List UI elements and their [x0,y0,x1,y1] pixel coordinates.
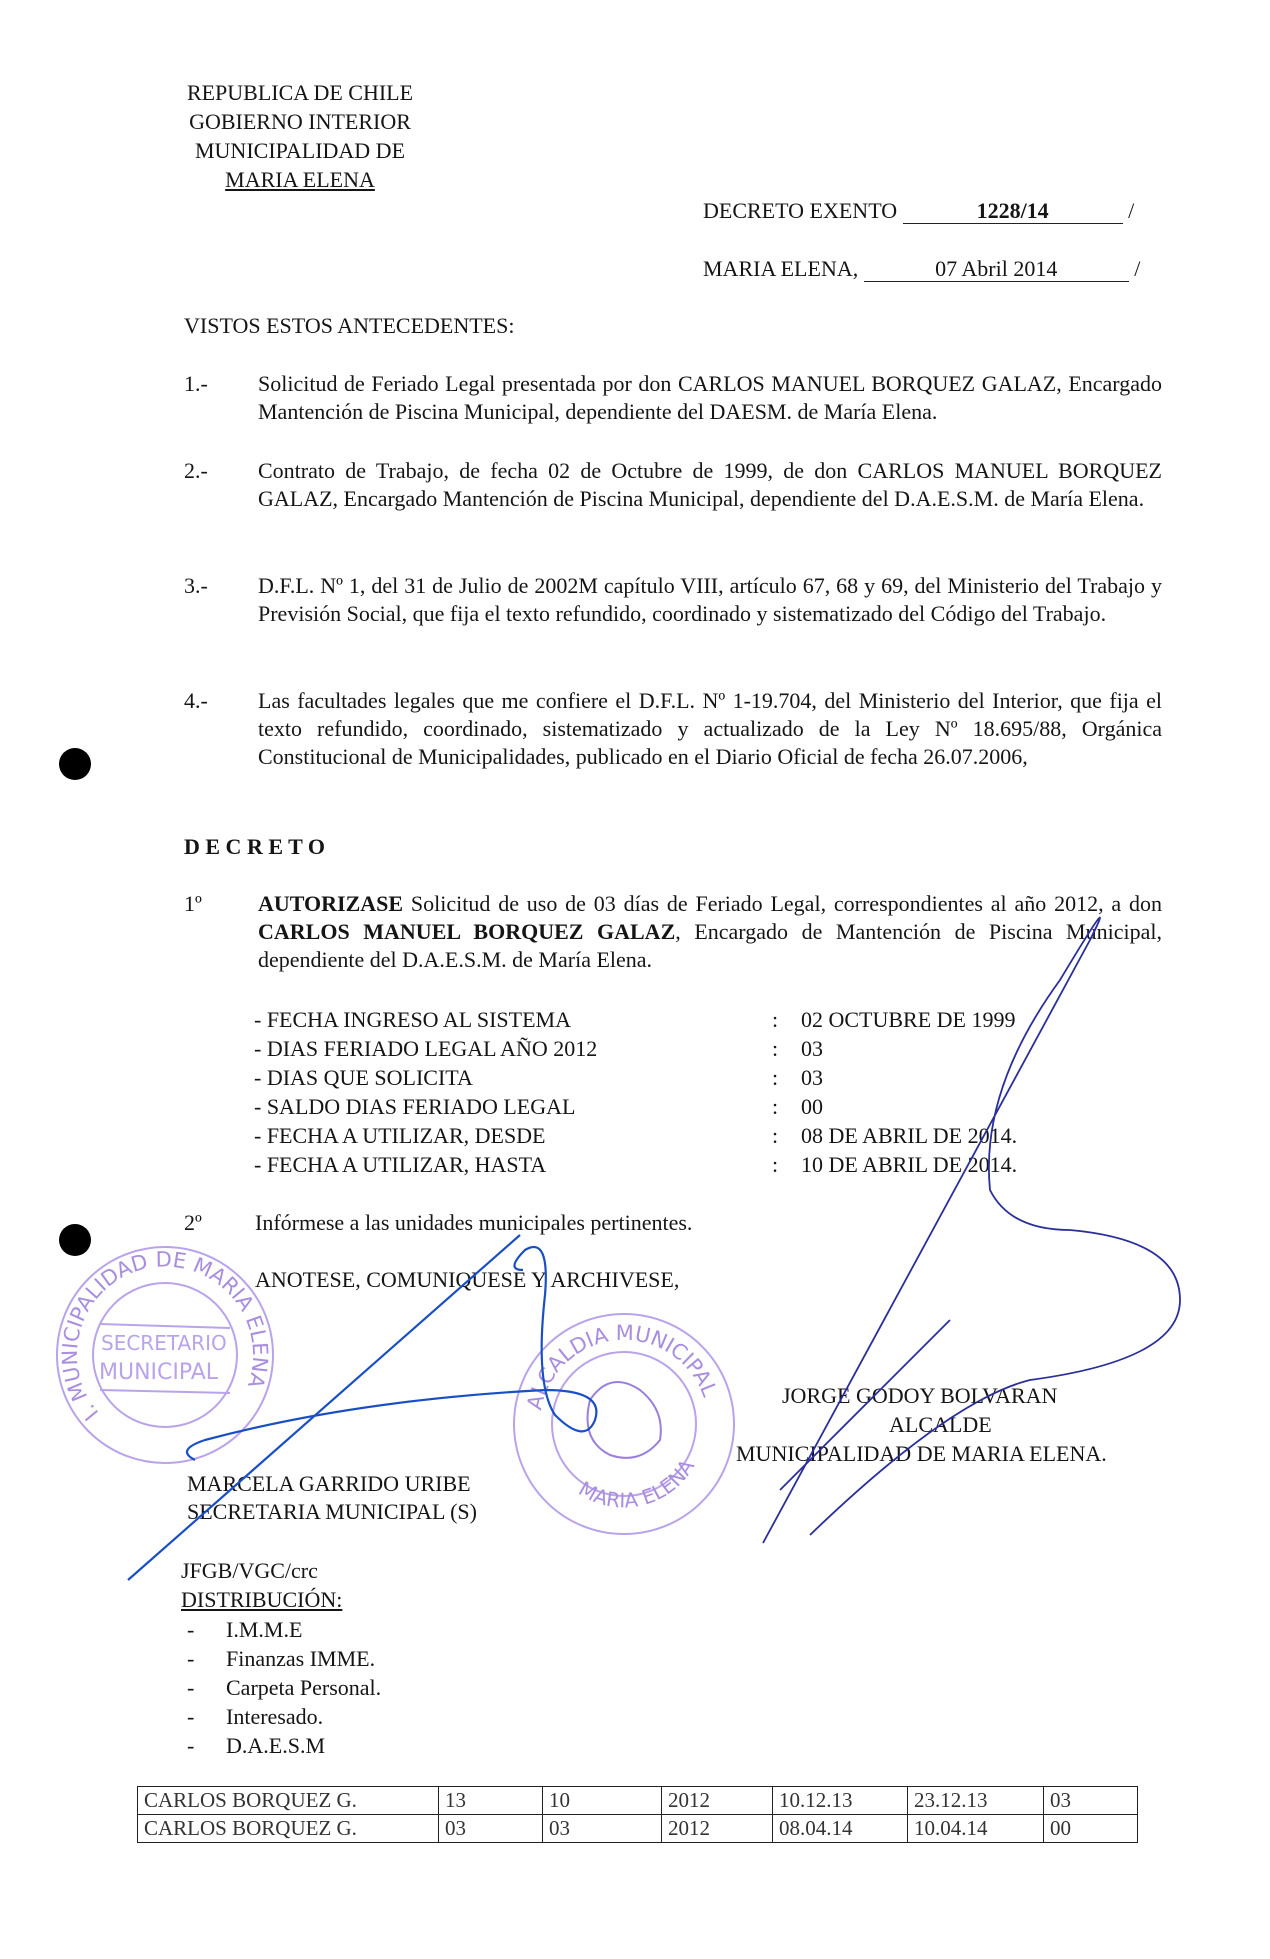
detail-label: - FECHA A UTILIZAR, HASTA [254,1152,547,1177]
detail-value: 03 [801,1036,823,1061]
decree-label: DECRETO EXENTO [703,198,898,223]
distribution-item: - Finanzas IMME. [187,1646,376,1671]
item-number: 3.- [184,573,208,598]
article-text: , Encargado de Mantención de Piscina Municipal, dependiente del D.A.E.S.M. de María Elena. [258,919,1162,972]
table-cell: 00 [1044,1815,1138,1843]
vistos-item: Solicitud de Feriado Legal presentada por don CARLOS MANUEL BORQUEZ GALAZ, Encargado Mantención de Piscina Municipal, dependiente del DAESM. de María Elena. [258,371,1162,424]
distribution-item-text: Finanzas IMME. [226,1646,376,1671]
stamp-center-text: SECRETARIO [101,1331,227,1355]
detail-label: - FECHA A UTILIZAR, DESDE [254,1123,546,1148]
detail-colon: : [772,1094,779,1119]
table-cell: 03 [1044,1787,1138,1815]
table-row [138,1787,1138,1815]
article-text: Solicitud de uso de 03 días de Feriado Legal, correspondientes al año 2012, a don [403,891,1162,916]
header-line: MUNICIPALIDAD DE [194,138,406,163]
punch-hole [59,748,91,780]
mayor-title: ALCALDE [889,1412,992,1437]
header-line: MARIA ELENA [225,167,375,192]
detail-value: 08 DE ABRIL DE 2014. [801,1123,1018,1148]
employee-name: CARLOS MANUEL BORQUEZ GALAZ [258,919,676,944]
decreto-title: D E C R E T O [184,834,326,859]
punch-hole [59,1224,91,1256]
table-cell: 10.12.13 [773,1787,908,1815]
article-2: Infórmese a las unidades municipales pertinentes. [255,1210,693,1235]
table-row [138,1815,1138,1843]
table-cell: 10 [543,1787,662,1815]
vistos-title: VISTOS ESTOS ANTECEDENTES: [184,313,515,338]
table-cell: 2012 [662,1787,773,1815]
vistos-item: D.F.L. Nº 1, del 31 de Julio de 2002M capítulo VIII, artículo 67, 68 y 69, del Ministerio del Trabajo y Previsión Social, que fija el texto refundido, coordinado y sistematizado del Código del Trabajo. [258,573,1162,626]
detail-colon: : [772,1036,779,1061]
closing-formula: ANOTESE, COMUNIQUESE Y ARCHIVESE, [255,1267,680,1292]
item-number: 4.- [184,688,208,713]
slash: / [1128,198,1135,223]
distribution-item-text: D.A.E.S.M [226,1733,326,1758]
initials: JFGB/VGC/crc [181,1558,318,1583]
vistos-item: Contrato de Trabajo, de fecha 02 de Octubre de 1999, de don CARLOS MANUEL BORQUEZ GALAZ, Encargado Mantención de Piscina Municipal, dependiente del D.A.E.S.M. de María Elena. [258,458,1162,511]
table-cell: 10.04.14 [908,1815,1044,1843]
distribution-title: DISTRIBUCIÓN: [181,1587,343,1612]
mayor-name: JORGE GODOY BOLVARAN [782,1383,1058,1408]
authorize-bold: AUTORIZASE [258,891,404,916]
decree-date: 07 Abril 2014 [864,257,1129,282]
secretary-name: MARCELA GARRIDO URIBE [187,1471,471,1496]
stamp-ring-text: MARIA ELENA [574,1454,699,1513]
table-cell: 2012 [662,1815,773,1843]
detail-value: 03 [801,1065,823,1090]
detail-value: 02 OCTUBRE DE 1999 [801,1007,1016,1032]
article-number: 2º [184,1210,202,1235]
table-cell: 13 [439,1787,543,1815]
stamp-ring-text: I. MUNICIPALIDAD DE MARIA ELENA [57,1247,273,1426]
vistos-item: Las facultades legales que me confiere el D.F.L. Nº 1-19.704, del Ministerio del Interior, que fija el texto refundido, coordinado, sistematizado y actualizado de la Ley Nº 18.695/88, Orgánica Constitucional de Municipalidades, publicado en el Diario Oficial de fecha 26.07.2006, [258,688,1162,769]
mayor-org: MUNICIPALIDAD DE MARIA ELENA. [736,1441,1107,1466]
detail-colon: : [772,1123,779,1148]
table-cell: 23.12.13 [908,1787,1044,1815]
table-cell: 08.04.14 [773,1815,908,1843]
detail-colon: : [772,1152,779,1177]
place-label: MARIA ELENA, [703,256,859,281]
item-number: 1.- [184,371,208,396]
article-number: 1º [184,891,202,916]
decree-number: 1228/14 [903,199,1123,224]
distribution-item-text: I.M.M.E [226,1617,303,1642]
header-line: GOBIERNO INTERIOR [189,109,411,134]
table-cell: 03 [439,1815,543,1843]
distribution-item: - Interesado. [187,1704,324,1729]
detail-label: - SALDO DIAS FERIADO LEGAL [254,1094,576,1119]
distribution-item: - D.A.E.S.M [187,1733,326,1758]
stamp-center-text: MUNICIPAL [99,1360,219,1385]
distribution-item: - I.M.M.E [187,1617,303,1642]
distribution-item: - Carpeta Personal. [187,1675,382,1700]
detail-label: - DIAS FERIADO LEGAL AÑO 2012 [254,1036,598,1061]
table-cell: CARLOS BORQUEZ G. [138,1815,439,1843]
secretary-title: SECRETARIA MUNICIPAL (S) [187,1499,477,1524]
table-cell: 03 [543,1815,662,1843]
detail-value: 00 [801,1094,823,1119]
distribution-item-text: Carpeta Personal. [226,1675,382,1700]
detail-label: - DIAS QUE SOLICITA [254,1065,473,1090]
record-table [137,1786,1138,1843]
mayor-signature [763,918,1180,1544]
detail-label: - FECHA INGRESO AL SISTEMA [254,1007,571,1032]
slash: / [1134,256,1141,281]
table-cell: CARLOS BORQUEZ G. [138,1787,439,1815]
header-line: REPUBLICA DE CHILE [186,80,414,105]
secretary-signature [128,1235,596,1580]
item-number: 2.- [184,458,208,483]
detail-value: 10 DE ABRIL DE 2014. [801,1152,1018,1177]
detail-colon: : [772,1007,779,1032]
distribution-item-text: Interesado. [226,1704,324,1729]
detail-colon: : [772,1065,779,1090]
stamp-ring-text: ALCALDIA MUNICIPAL [522,1320,722,1413]
